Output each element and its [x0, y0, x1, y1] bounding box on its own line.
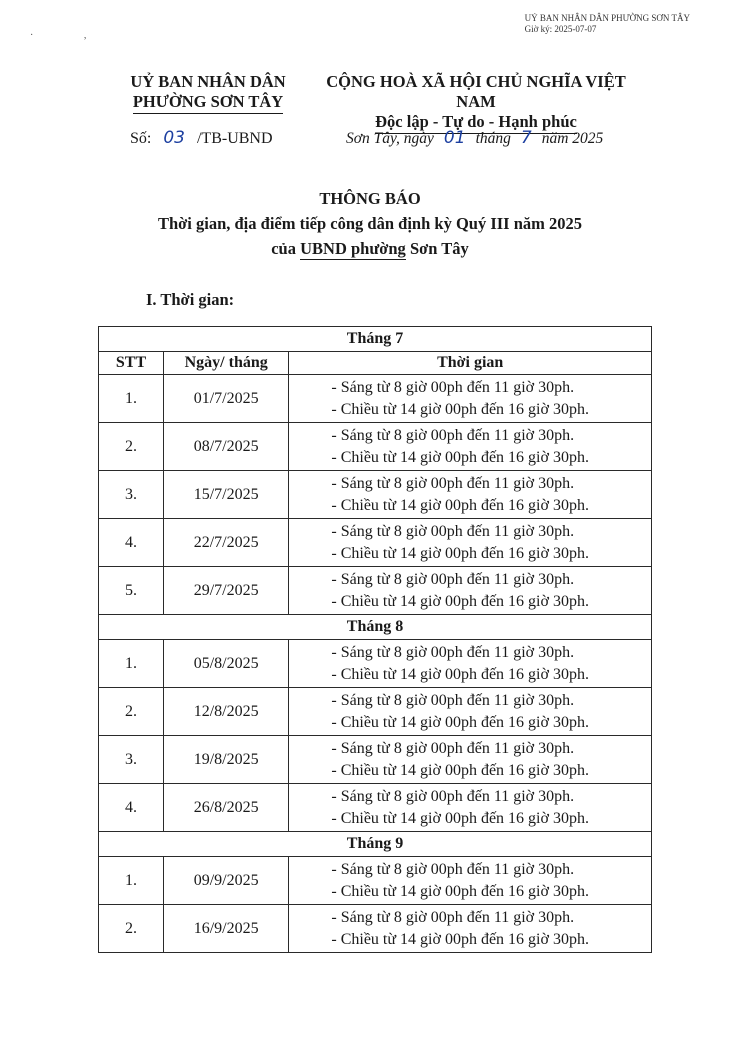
- title-line-2-post: Sơn Tây: [405, 239, 469, 258]
- row-time: [289, 375, 652, 423]
- table-row: [99, 688, 652, 736]
- morning-session: - Sáng từ 8 giờ 00ph đến 11 giờ 30ph.: [331, 739, 575, 757]
- month-label: Tháng 9: [99, 832, 652, 857]
- afternoon-session: - Chiều từ 14 giờ 00ph đến 16 giờ 30ph.: [331, 496, 589, 514]
- table-row: [99, 905, 652, 953]
- month-row: [99, 327, 652, 352]
- authority-line-1: UỶ BAN NHÂN DÂN: [130, 72, 286, 91]
- afternoon-session: - Chiều từ 14 giờ 00ph đến 16 giờ 30ph.: [331, 809, 589, 827]
- afternoon-session: - Chiều từ 14 giờ 00ph đến 16 giờ 30ph.: [331, 713, 589, 731]
- authority-line-2: PHƯỜNG SƠN TÂY: [133, 92, 283, 114]
- afternoon-session: - Chiều từ 14 giờ 00ph đến 16 giờ 30ph.: [331, 592, 589, 610]
- row-time: [289, 905, 652, 953]
- row-stt: 2.: [99, 423, 164, 471]
- morning-session: - Sáng từ 8 giờ 00ph đến 11 giờ 30ph.: [331, 787, 575, 805]
- row-date: 16/9/2025: [164, 905, 289, 953]
- row-stt: 4.: [99, 519, 164, 567]
- section-heading: I. Thời gian:: [146, 290, 235, 309]
- row-time: [289, 423, 652, 471]
- row-stt: 2.: [99, 688, 164, 736]
- table-row: [99, 640, 652, 688]
- row-time: [289, 688, 652, 736]
- row-date: 15/7/2025: [164, 471, 289, 519]
- morning-session: - Sáng từ 8 giờ 00ph đến 11 giờ 30ph.: [331, 522, 575, 540]
- schedule-table: [98, 326, 652, 953]
- month-row: [99, 832, 652, 857]
- row-date: 22/7/2025: [164, 519, 289, 567]
- column-header-row: [99, 352, 652, 375]
- row-stt: 1.: [99, 375, 164, 423]
- title-line-2: [0, 236, 740, 261]
- document-date: [346, 128, 603, 148]
- row-time: [289, 784, 652, 832]
- morning-session: - Sáng từ 8 giờ 00ph đến 11 giờ 30ph.: [331, 860, 575, 878]
- row-stt: 1.: [99, 857, 164, 905]
- row-time: [289, 567, 652, 615]
- row-stt: 3.: [99, 736, 164, 784]
- number-suffix: /TB-UBND: [196, 130, 273, 147]
- col-header-stt: STT: [99, 352, 164, 375]
- row-date: 26/8/2025: [164, 784, 289, 832]
- handwritten-number: 03: [163, 128, 185, 148]
- morning-session: - Sáng từ 8 giờ 00ph đến 11 giờ 30ph.: [331, 378, 575, 396]
- issuing-authority: [128, 72, 288, 114]
- row-date: 29/7/2025: [164, 567, 289, 615]
- row-stt: 2.: [99, 905, 164, 953]
- stamp-organization: UỶ BAN NHÂN DÂN PHƯỜNG SƠN TÂY: [524, 13, 690, 23]
- handwritten-month: 7: [520, 128, 532, 148]
- table-row: [99, 375, 652, 423]
- table-row: [99, 736, 652, 784]
- row-time: [289, 471, 652, 519]
- morning-session: - Sáng từ 8 giờ 00ph đến 11 giờ 30ph.: [331, 426, 575, 444]
- afternoon-session: - Chiều từ 14 giờ 00ph đến 16 giờ 30ph.: [331, 544, 589, 562]
- row-stt: 3.: [99, 471, 164, 519]
- afternoon-session: - Chiều từ 14 giờ 00ph đến 16 giờ 30ph.: [331, 448, 589, 466]
- title-line-2-pre: của: [271, 239, 301, 258]
- row-time: [289, 519, 652, 567]
- table-row: [99, 519, 652, 567]
- col-header-time: Thời gian: [289, 352, 652, 375]
- stamp-signed-time: Giờ ký: 2025-07-07: [524, 24, 597, 34]
- afternoon-session: - Chiều từ 14 giờ 00ph đến 16 giờ 30ph.: [331, 400, 589, 418]
- scan-marks: · ,: [30, 30, 111, 41]
- row-stt: 5.: [99, 567, 164, 615]
- title-line-2-underlined: UBND phường: [300, 239, 406, 258]
- title-line-1: Thời gian, địa điểm tiếp công dân định kỳ Quý III năm 2025: [157, 214, 583, 233]
- afternoon-session: - Chiều từ 14 giờ 00ph đến 16 giờ 30ph.: [331, 665, 589, 683]
- row-time: [289, 640, 652, 688]
- handwritten-day: 01: [443, 128, 466, 148]
- date-place: Sơn Tây, ngày: [346, 130, 434, 147]
- table-row: [99, 567, 652, 615]
- row-stt: 4.: [99, 784, 164, 832]
- afternoon-session: - Chiều từ 14 giờ 00ph đến 16 giờ 30ph.: [331, 761, 589, 779]
- row-time: [289, 736, 652, 784]
- table-row: [99, 423, 652, 471]
- row-date: 05/8/2025: [164, 640, 289, 688]
- afternoon-session: - Chiều từ 14 giờ 00ph đến 16 giờ 30ph.: [331, 882, 589, 900]
- table-row: [99, 784, 652, 832]
- country-name: CỘNG HOÀ XÃ HỘI CHỦ NGHĨA VIỆT NAM: [326, 72, 626, 111]
- document-number: [130, 128, 273, 148]
- row-date: 01/7/2025: [164, 375, 289, 423]
- afternoon-session: - Chiều từ 14 giờ 00ph đến 16 giờ 30ph.: [331, 930, 589, 948]
- month-label: Tháng 7: [99, 327, 652, 352]
- date-year: năm 2025: [541, 130, 604, 147]
- morning-session: - Sáng từ 8 giờ 00ph đến 11 giờ 30ph.: [331, 691, 575, 709]
- col-header-date: Ngày/ tháng: [164, 352, 289, 375]
- table-row: [99, 471, 652, 519]
- month-label: Tháng 8: [99, 615, 652, 640]
- month-row: [99, 615, 652, 640]
- motto-line: Độc lập - Tự do - Hạnh phúc: [375, 112, 577, 134]
- national-motto: [306, 72, 646, 134]
- row-date: 19/8/2025: [164, 736, 289, 784]
- morning-session: - Sáng từ 8 giờ 00ph đến 11 giờ 30ph.: [331, 908, 575, 926]
- digital-signature-stamp: [525, 13, 690, 35]
- row-stt: 1.: [99, 640, 164, 688]
- morning-session: - Sáng từ 8 giờ 00ph đến 11 giờ 30ph.: [331, 570, 575, 588]
- number-prefix: Số:: [130, 130, 152, 147]
- date-month-label: tháng: [475, 130, 511, 147]
- row-date: 09/9/2025: [164, 857, 289, 905]
- row-date: 08/7/2025: [164, 423, 289, 471]
- table-row: [99, 857, 652, 905]
- row-time: [289, 857, 652, 905]
- document-title: [0, 186, 740, 261]
- morning-session: - Sáng từ 8 giờ 00ph đến 11 giờ 30ph.: [331, 643, 575, 661]
- title-heading: THÔNG BÁO: [319, 189, 421, 208]
- morning-session: - Sáng từ 8 giờ 00ph đến 11 giờ 30ph.: [331, 474, 575, 492]
- row-date: 12/8/2025: [164, 688, 289, 736]
